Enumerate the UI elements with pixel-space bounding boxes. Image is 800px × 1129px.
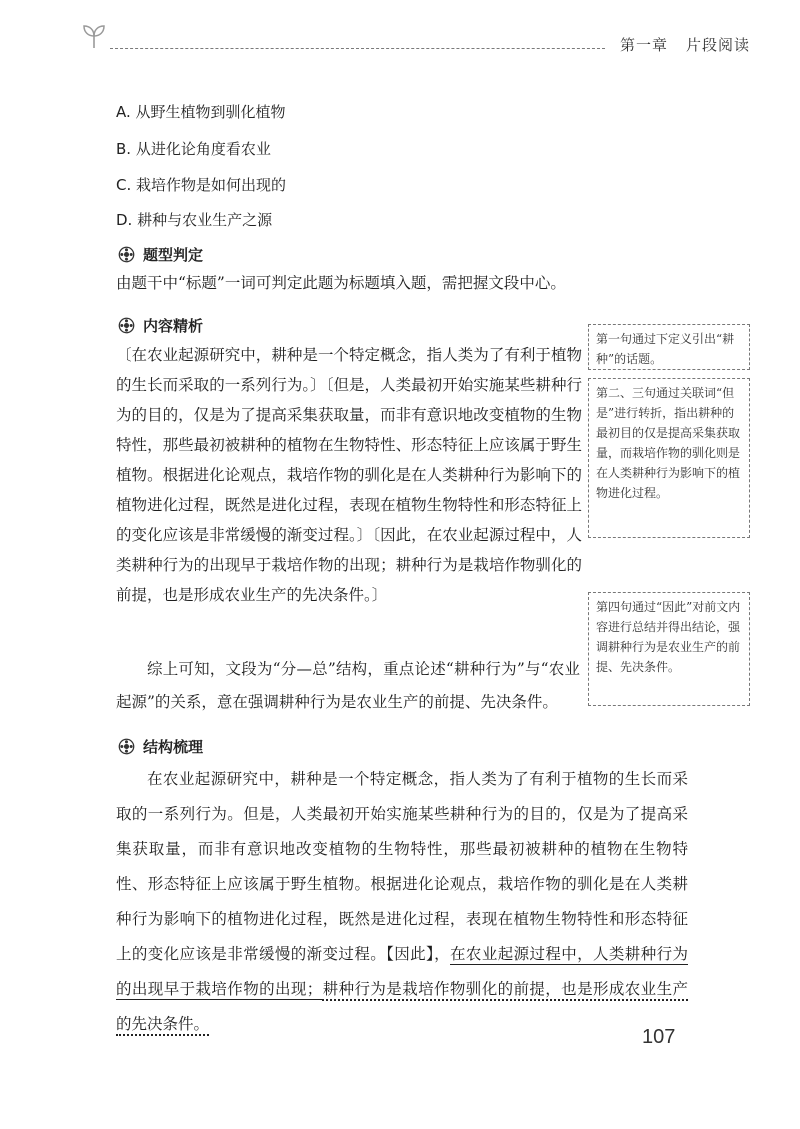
chapter-number: 第一章 [620, 36, 669, 54]
analysis-heading [118, 315, 203, 336]
margin-note-3: 第四句通过“因此”对前文内容进行总结并得出结论，强调耕种行为是农业生产的前提、先决条件。 [588, 592, 750, 706]
page-number: 107 [642, 1026, 676, 1048]
flower-bullet-icon [118, 738, 135, 755]
page-header [80, 22, 751, 62]
question-type-heading [118, 244, 203, 265]
leaf-logo-icon [80, 24, 108, 50]
question-type-text: 由题干中“标题”一词可判定此题为标题填入题，需把握文段中心。 [116, 274, 566, 292]
chapter-section: 片段阅读 [686, 36, 751, 54]
margin-note-2: 第二、三句通过关联词“但是”进行转折，指出耕种的最初目的仅是提高采集获取量，而栽培作物的驯化则是在人类耕种行为影响下的植物进化过程。 [588, 378, 750, 538]
analysis-heading-text: 内容精析 [143, 317, 204, 335]
option-d: D. 耕种与农业生产之源 [116, 211, 273, 229]
flower-bullet-icon [118, 317, 135, 334]
option-b: B. 从进化论角度看农业 [116, 140, 271, 158]
flower-bullet-icon [118, 246, 135, 263]
analysis-passage [116, 340, 582, 610]
structure-heading-text: 结构梳理 [143, 738, 204, 756]
option-a: A. 从野生植物到驯化植物 [116, 103, 286, 121]
structure-passage [116, 762, 688, 1042]
structure-underline-1: 在农业起源过程中，人类耕种行为的出现早于栽培作物的出现； [116, 945, 688, 998]
structure-text: 在农业起源研究中，耕种是一个特定概念，指人类为了有利于植物的生长而采取的一系列行为。但是，人类最初开始实施某些耕种行为的目的，仅是为了提高采集获取量，而非有意识地改变植物的生物特性，那些最初被耕种的植物在生物特性、形态特征上应该属于野生植物。根据进化论观点，栽培作物的驯化是在人类耕种行为影响下的植物进化过程，既然是进化过程，表现在植物生物特性和形态特征上的变化应该是非常缓慢的渐变过程。 [116, 770, 688, 963]
chapter-title [620, 34, 750, 55]
margin-note-1: 第一句通过下定义引出“耕种”的话题。 [588, 324, 750, 370]
structure-underline-2: 耕种行为是栽培作物驯化的前提，也是形成农业生产的先决条件。 [116, 980, 688, 1036]
analysis-summary: 综上可知，文段为“分—总”结构，重点论述“耕种行为”与“农业起源”的关系，意在强调耕种行为是农业生产的前提、先决条件。 [116, 660, 580, 711]
passage-part-2: 〔但是，人类最初开始实施某些耕种行为的目的，仅是为了提高采集获取量，而非有意识地改变植物的生物特性，那些最初被耕种的植物在生物特性、形态特征上应该属于野生植物。根据进化论观点，栽培作物的驯化是在人类耕种行为影响下的植物进化过程，既然是进化过程，表现在植物生物特性和形态特征上的变化应该是非常缓慢的渐变过程。〕 [116, 376, 582, 544]
question-type-heading-text: 题型判定 [143, 246, 204, 264]
option-c: C. 栽培作物是如何出现的 [116, 176, 287, 194]
passage-part-3: 〔因此，在农业起源过程中，人类耕种行为的出现早于栽培作物的出现；耕种行为是栽培作物驯化的前提，也是形成农业生产的先决条件。〕 [116, 526, 582, 604]
analysis-passage-text [116, 340, 582, 610]
structure-marker: 【因此】， [386, 945, 451, 963]
header-rule [110, 48, 605, 49]
structure-heading [118, 736, 203, 757]
passage-part-1: 〔在农业起源研究中，耕种是一个特定概念，指人类为了有利于植物的生长而采取的一系列行为。〕 [116, 346, 582, 394]
